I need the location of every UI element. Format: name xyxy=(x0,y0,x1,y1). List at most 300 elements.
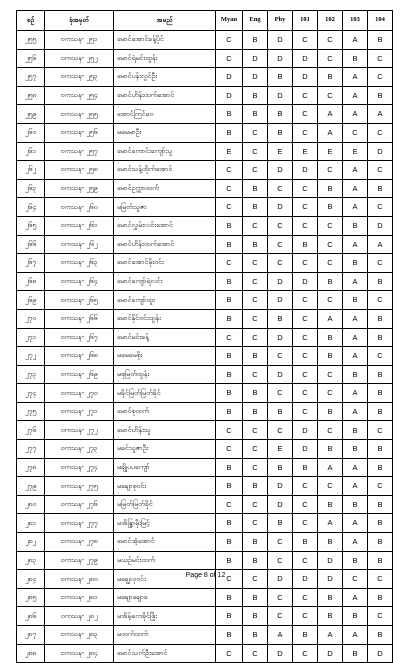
grade-cell: B xyxy=(268,68,293,87)
roll-cell: ဝကသန- ၂၇၆ xyxy=(45,495,114,514)
table-row xyxy=(17,514,393,533)
grade-cell: B xyxy=(293,533,318,552)
grade-cell: B xyxy=(243,31,268,50)
grade-cell: C xyxy=(268,588,293,607)
grade-cell: C xyxy=(318,291,343,310)
table-row xyxy=(17,216,393,235)
grade-cell: C xyxy=(293,179,318,198)
roll-cell: ဝကသန- ၂၅၂ xyxy=(45,49,114,68)
name-cell: မထက်ထက် xyxy=(114,626,216,645)
table-row xyxy=(17,365,393,384)
grade-cell: A xyxy=(343,402,368,421)
grade-cell: E xyxy=(268,142,293,161)
grade-cell: A xyxy=(343,588,368,607)
grade-cell: C xyxy=(268,254,293,273)
grade-cell: B xyxy=(216,291,243,310)
grade-cell: A xyxy=(318,123,343,142)
grade-cell: C xyxy=(216,421,243,440)
grade-cell: B xyxy=(268,309,293,328)
name-cell: မချိုပပကျော် xyxy=(114,458,216,477)
roll-cell: ဝကသန- ၂၅၃ xyxy=(45,68,114,87)
grade-cell: A xyxy=(343,533,368,552)
grade-cell: B xyxy=(343,49,368,68)
grade-cell: C xyxy=(243,495,268,514)
grade-cell: C xyxy=(318,421,343,440)
grade-cell: B xyxy=(243,533,268,552)
grade-cell: B xyxy=(216,365,243,384)
grade-cell: B xyxy=(368,458,393,477)
grade-cell: B xyxy=(243,607,268,626)
grade-cell: C xyxy=(293,309,318,328)
grade-cell: C xyxy=(243,570,268,589)
roll-cell: ဝကသန- ၂၇၂ xyxy=(45,421,114,440)
roll-cell: ဝကသန- ၂၆၀ xyxy=(45,198,114,217)
grade-cell: B xyxy=(216,384,243,403)
table-row xyxy=(17,254,393,273)
grade-cell: B xyxy=(368,533,393,552)
grade-cell: B xyxy=(243,235,268,254)
grade-cell: B xyxy=(243,588,268,607)
grade-cell: D xyxy=(293,570,318,589)
serial-cell: ၂၈၇ xyxy=(17,626,45,645)
grade-cell: C xyxy=(243,216,268,235)
roll-cell: ဝကသန- ၂၇၉ xyxy=(45,551,114,570)
grade-cell: C xyxy=(268,235,293,254)
name-cell: မချောစုဝင်း xyxy=(114,477,216,496)
grade-cell: C xyxy=(243,440,268,459)
grade-cell: C xyxy=(368,347,393,366)
grade-cell: C xyxy=(293,105,318,124)
grade-cell: C xyxy=(216,254,243,273)
grade-cell: C xyxy=(318,86,343,105)
grade-cell: B xyxy=(368,551,393,570)
table-row xyxy=(17,179,393,198)
grade-cell: D xyxy=(268,31,293,50)
roll-cell: ဝကသန- ၂၆၃ xyxy=(45,254,114,273)
table-row xyxy=(17,328,393,347)
grade-cell: B xyxy=(368,309,393,328)
serial-cell: ၂၇၉ xyxy=(17,477,45,496)
table-row xyxy=(17,384,393,403)
grade-cell: B xyxy=(368,86,393,105)
serial-cell: ၂၆၁ xyxy=(17,142,45,161)
grade-cell: D xyxy=(268,198,293,217)
table-row xyxy=(17,551,393,570)
grade-cell: A xyxy=(318,309,343,328)
grade-cell: B xyxy=(293,235,318,254)
name-cell: မောင်နိုင်ဝင်းထွန်း xyxy=(114,309,216,328)
results-sheet xyxy=(16,10,392,663)
grade-cell: D xyxy=(268,328,293,347)
grade-cell: C xyxy=(293,551,318,570)
grade-cell: A xyxy=(318,626,343,645)
serial-cell: ၂၇၈ xyxy=(17,458,45,477)
header-roll: ခုံအမှတ် xyxy=(45,11,114,31)
table-row xyxy=(17,309,393,328)
table-row xyxy=(17,31,393,50)
grade-cell: C xyxy=(216,644,243,663)
name-cell: မချွေလှဝင်း xyxy=(114,570,216,589)
grade-cell: C xyxy=(243,365,268,384)
grade-cell: B xyxy=(343,607,368,626)
grade-cell: B xyxy=(343,216,368,235)
serial-cell: ၂၆၆ xyxy=(17,235,45,254)
page-footer: Page 8 of 12 xyxy=(185,572,226,579)
grade-cell: C xyxy=(216,49,243,68)
table-row xyxy=(17,235,393,254)
grade-cell: C xyxy=(216,495,243,514)
grade-cell: B xyxy=(368,384,393,403)
grade-cell: A xyxy=(343,31,368,50)
grade-cell: B xyxy=(293,626,318,645)
grade-cell: C xyxy=(293,254,318,273)
grade-cell: B xyxy=(268,514,293,533)
grade-cell: E xyxy=(216,142,243,161)
grade-cell: D xyxy=(268,272,293,291)
grade-cell: C xyxy=(216,198,243,217)
grade-cell: C xyxy=(293,328,318,347)
grade-cell: C xyxy=(216,440,243,459)
grade-cell: B xyxy=(343,440,368,459)
serial-cell: ၂၈၈ xyxy=(17,644,45,663)
roll-cell: ဝကသန- ၂၇၇ xyxy=(45,514,114,533)
grade-cell: C xyxy=(318,31,343,50)
grade-cell: B xyxy=(318,328,343,347)
table-row xyxy=(17,402,393,421)
serial-cell: ၂၇၅ xyxy=(17,402,45,421)
grade-cell: C xyxy=(243,161,268,180)
name-cell: မချောချောခ xyxy=(114,588,216,607)
table-row xyxy=(17,105,393,124)
roll-cell: ဝကသန- ၂၆၅ xyxy=(45,291,114,310)
grade-cell: A xyxy=(343,309,368,328)
name-cell: မမေမေစိုး xyxy=(114,347,216,366)
grade-cell: B xyxy=(268,402,293,421)
grade-cell: B xyxy=(216,402,243,421)
grade-cell: B xyxy=(216,626,243,645)
grade-cell: A xyxy=(343,384,368,403)
name-cell: မောင်သန့်ထိုက်အောင် xyxy=(114,161,216,180)
serial-cell: ၂၇၆ xyxy=(17,421,45,440)
grade-cell: B xyxy=(216,235,243,254)
name-cell: မောင်ဟိန်းထက်အောင် xyxy=(114,235,216,254)
grade-cell: C xyxy=(368,477,393,496)
name-cell: မခင်သူဇာဦး xyxy=(114,440,216,459)
grade-cell: D xyxy=(293,272,318,291)
table-row xyxy=(17,421,393,440)
serial-cell: ၂၆၉ xyxy=(17,291,45,310)
header-serial: စဥ် xyxy=(17,11,45,31)
grade-cell: B xyxy=(318,588,343,607)
grade-cell: C xyxy=(318,365,343,384)
grade-cell: B xyxy=(243,86,268,105)
grade-cell: C xyxy=(368,49,393,68)
grade-cell: E xyxy=(343,142,368,161)
serial-cell: ၂၆၈ xyxy=(17,272,45,291)
grade-cell: D xyxy=(268,49,293,68)
name-cell: မခိုင်မြတ်မြတ်ခိုင် xyxy=(114,384,216,403)
serial-cell: ၂၇၂ xyxy=(17,347,45,366)
serial-cell: ၂၈၁ xyxy=(17,514,45,533)
roll-cell: ဝကသန- ၂၅၆ xyxy=(45,123,114,142)
grade-cell: D xyxy=(268,365,293,384)
roll-cell: ဝကသန- ၂၅၈ xyxy=(45,161,114,180)
grade-cell: C xyxy=(268,179,293,198)
roll-cell: ဝကသန- ၂၈၀ xyxy=(45,570,114,589)
grade-cell: C xyxy=(293,31,318,50)
serial-cell: ၂၇၀ xyxy=(17,309,45,328)
table-row xyxy=(17,440,393,459)
serial-cell: ၂၅၈ xyxy=(17,86,45,105)
grade-cell: A xyxy=(343,477,368,496)
table-row xyxy=(17,198,393,217)
grade-cell: B xyxy=(368,365,393,384)
table-row xyxy=(17,347,393,366)
roll-cell: ဝကသန- ၂၇၀ xyxy=(45,384,114,403)
name-cell: မောင်ကောင်းကျော်သူ xyxy=(114,142,216,161)
grade-cell: B xyxy=(368,272,393,291)
name-cell: မောင်ဥက္ကာထက် xyxy=(114,179,216,198)
serial-cell: ၂၅၅ xyxy=(17,31,45,50)
grade-cell: C xyxy=(318,49,343,68)
grade-cell: B xyxy=(368,402,393,421)
grade-cell: C xyxy=(293,291,318,310)
header-103: 103 xyxy=(343,11,368,31)
grade-cell: B xyxy=(216,607,243,626)
grade-cell: A xyxy=(318,458,343,477)
grade-cell: B xyxy=(243,198,268,217)
table-row xyxy=(17,291,393,310)
grade-cell: B xyxy=(318,495,343,514)
table-row xyxy=(17,123,393,142)
grade-cell: D xyxy=(268,477,293,496)
grade-cell: D xyxy=(293,440,318,459)
grade-cell: D xyxy=(318,551,343,570)
grade-cell: C xyxy=(243,421,268,440)
serial-cell: ၂၆၇ xyxy=(17,254,45,273)
grade-cell: C xyxy=(293,402,318,421)
grade-cell: D xyxy=(243,68,268,87)
grade-cell: C xyxy=(293,216,318,235)
name-cell: မောင်အောင်ခန့်ပိုင် xyxy=(114,31,216,50)
roll-cell: ဝကသန- ၂၅၄ xyxy=(45,86,114,105)
grade-cell: A xyxy=(343,235,368,254)
grade-cell: C xyxy=(318,384,343,403)
grade-cell: A xyxy=(343,272,368,291)
table-row xyxy=(17,607,393,626)
name-cell: မောင်ပန်းလွင်ဦး xyxy=(114,68,216,87)
grade-cell: B xyxy=(243,347,268,366)
grade-cell: D xyxy=(268,86,293,105)
name-cell: မောင်ဟိန်းသူ xyxy=(114,421,216,440)
grade-cell: D xyxy=(216,68,243,87)
grade-cell: B xyxy=(368,328,393,347)
grade-cell: B xyxy=(368,495,393,514)
grade-cell: C xyxy=(243,644,268,663)
grade-cell: A xyxy=(343,179,368,198)
name-cell: မယဉ်မင်းထက် xyxy=(114,551,216,570)
grade-cell: B xyxy=(216,105,243,124)
grade-cell: D xyxy=(293,421,318,440)
grade-cell: C xyxy=(268,421,293,440)
table-row xyxy=(17,495,393,514)
name-cell: မမြတ်မြတ်ခိုင် xyxy=(114,495,216,514)
grade-cell: B xyxy=(343,291,368,310)
name-cell: မောင်လွှမ်းလင်းအောင် xyxy=(114,216,216,235)
table-row xyxy=(17,626,393,645)
serial-cell: ၂၆၃ xyxy=(17,179,45,198)
grade-cell: D xyxy=(368,216,393,235)
table-row xyxy=(17,142,393,161)
header-phy: Phy xyxy=(268,11,293,31)
grade-cell: E xyxy=(318,142,343,161)
grade-cell: B xyxy=(216,477,243,496)
grade-cell: A xyxy=(343,198,368,217)
grade-cell: C xyxy=(293,123,318,142)
serial-cell: ၂၈၀ xyxy=(17,495,45,514)
grade-cell: B xyxy=(216,588,243,607)
grade-cell: B xyxy=(268,458,293,477)
grade-cell: A xyxy=(343,514,368,533)
grade-cell: A xyxy=(343,458,368,477)
grade-cell: C xyxy=(293,588,318,607)
grade-cell: A xyxy=(343,626,368,645)
grade-cell: C xyxy=(243,328,268,347)
grade-cell: C xyxy=(368,607,393,626)
roll-cell: ဝကသန- ၂၆၉ xyxy=(45,365,114,384)
grade-cell: C xyxy=(343,570,368,589)
grade-cell: D xyxy=(243,49,268,68)
header-102: 102 xyxy=(318,11,343,31)
grade-cell: B xyxy=(243,402,268,421)
grade-cell: D xyxy=(368,644,393,663)
grade-cell: B xyxy=(368,440,393,459)
grade-cell: C xyxy=(268,533,293,552)
grade-cell: B xyxy=(268,105,293,124)
roll-cell: ဝကသန- ၂၇၄ xyxy=(45,458,114,477)
grade-cell: C xyxy=(368,161,393,180)
grade-cell: C xyxy=(318,216,343,235)
grade-cell: D xyxy=(268,495,293,514)
grade-cell: C xyxy=(216,328,243,347)
grade-cell: C xyxy=(293,607,318,626)
roll-cell: ဝကသန- ၂၇၈ xyxy=(45,533,114,552)
grade-cell: B xyxy=(268,123,293,142)
grade-cell: D xyxy=(293,161,318,180)
serial-cell: ၂၇၄ xyxy=(17,384,45,403)
grade-cell: C xyxy=(268,607,293,626)
grade-cell: C xyxy=(243,458,268,477)
grade-cell: B xyxy=(216,514,243,533)
table-row xyxy=(17,86,393,105)
grade-cell: B xyxy=(318,533,343,552)
roll-cell: ဝကသန- ၂၇၁ xyxy=(45,402,114,421)
serial-cell: ၂၈၆ xyxy=(17,607,45,626)
grade-cell: E xyxy=(293,142,318,161)
grade-cell: E xyxy=(268,440,293,459)
grade-cell: C xyxy=(318,161,343,180)
grade-cell: C xyxy=(293,365,318,384)
grade-cell: B xyxy=(216,458,243,477)
roll-cell: ဝကသန- ၂၅၉ xyxy=(45,179,114,198)
roll-cell: ဝကသန- ၂၅၇ xyxy=(45,142,114,161)
table-row xyxy=(17,458,393,477)
grade-cell: B xyxy=(343,421,368,440)
grade-cell: C xyxy=(293,514,318,533)
grade-cell: A xyxy=(343,347,368,366)
grade-cell: B xyxy=(318,402,343,421)
grade-cell: B xyxy=(343,254,368,273)
grade-cell: C xyxy=(318,254,343,273)
name-cell: မစုမြတ်ထွန်း xyxy=(114,365,216,384)
grade-cell: B xyxy=(243,105,268,124)
grade-cell: B xyxy=(343,365,368,384)
grade-cell: C xyxy=(243,514,268,533)
grade-cell: C xyxy=(368,254,393,273)
grade-cell: C xyxy=(216,161,243,180)
roll-cell: ဝကသန- ၂၅၅ xyxy=(45,105,114,124)
roll-cell: ဝကသန- ၂၆၆ xyxy=(45,309,114,328)
serial-cell: ၂၈၄ xyxy=(17,570,45,589)
grade-cell: B xyxy=(216,347,243,366)
grade-cell: B xyxy=(243,384,268,403)
serial-cell: ၂၈၃ xyxy=(17,551,45,570)
grade-cell: C xyxy=(268,347,293,366)
table-row xyxy=(17,644,393,663)
grade-cell: A xyxy=(343,86,368,105)
grade-cell: B xyxy=(216,272,243,291)
serial-cell: ၂၇၃ xyxy=(17,365,45,384)
grade-cell: C xyxy=(368,198,393,217)
name-cell: မအိန္ဒြာမိုးမြင့် xyxy=(114,514,216,533)
grade-cell: B xyxy=(368,588,393,607)
grade-cell: B xyxy=(343,644,368,663)
roll-cell: ဝကသန- ၂၈၄ xyxy=(45,644,114,663)
grade-cell: B xyxy=(368,626,393,645)
roll-cell: ဝကသန- ၂၆၄ xyxy=(45,272,114,291)
name-cell: အောင်ကြင်ဝေ xyxy=(114,105,216,124)
name-cell: မောင်အံ့အောင် xyxy=(114,533,216,552)
grade-cell: C xyxy=(243,272,268,291)
grade-cell: A xyxy=(343,328,368,347)
name-cell: မောင်ကျော်ရဲလင်း xyxy=(114,272,216,291)
name-cell: မောင်ကျော်ထူး xyxy=(114,291,216,310)
grade-cell: C xyxy=(243,291,268,310)
header-104: 104 xyxy=(368,11,393,31)
grade-cell: C xyxy=(368,570,393,589)
grade-cell: B xyxy=(216,216,243,235)
grade-cell: B xyxy=(318,198,343,217)
grade-cell: B xyxy=(243,477,268,496)
header-row xyxy=(17,11,393,31)
grade-cell: B xyxy=(318,68,343,87)
grade-cell: C xyxy=(268,384,293,403)
table-row xyxy=(17,68,393,87)
grade-cell: B xyxy=(368,514,393,533)
grade-cell: D xyxy=(268,291,293,310)
name-cell: မမြတ်သူဇာ xyxy=(114,198,216,217)
roll-cell: ဝကသန- ၂၅၁ xyxy=(45,31,114,50)
roll-cell: ဝကသန- ၂၇၃ xyxy=(45,440,114,459)
grade-cell: C xyxy=(368,123,393,142)
grade-cell: D xyxy=(318,570,343,589)
header-name: အမည် xyxy=(114,11,216,31)
grade-cell: B xyxy=(318,347,343,366)
grade-cell: C xyxy=(368,421,393,440)
name-cell: မောင်အောင်မိုးဝင်း xyxy=(114,254,216,273)
serial-cell: ၂၆၄ xyxy=(17,198,45,217)
grade-cell: B xyxy=(318,440,343,459)
